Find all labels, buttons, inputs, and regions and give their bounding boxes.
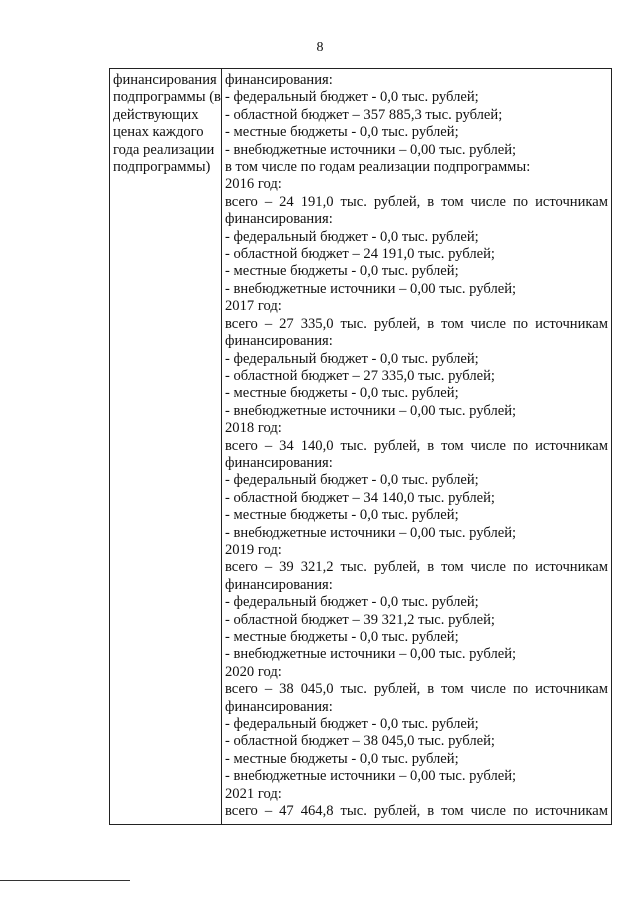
row-label-line: действующих — [113, 106, 199, 123]
financing-line: 2021 год: — [225, 785, 282, 802]
financing-line: - федеральный бюджет - 0,0 тыс. рублей; — [225, 594, 479, 611]
financing-line: - областной бюджет – 34 140,0 тыс. рублей; — [225, 489, 495, 506]
financing-line: - федеральный бюджет - 0,0 тыс. рублей; — [225, 472, 479, 489]
financing-line: - внебюджетные источники – 0,00 тыс. рублей; — [225, 524, 517, 541]
financing-line: - внебюджетные источники – 0,00 тыс. рублей; — [225, 768, 517, 785]
financing-table — [109, 68, 612, 825]
financing-line: всего – 24 191,0 тыс. рублей, в том числе по источникам — [225, 193, 608, 210]
financing-line: - внебюджетные источники – 0,00 тыс. рублей; — [225, 402, 517, 419]
row-label-line: ценах каждого — [113, 124, 204, 141]
page-number: 8 — [316, 40, 324, 55]
row-label-line: года реализации — [113, 141, 215, 158]
financing-line: в том числе по годам реализации подпрограммы: — [225, 159, 531, 176]
financing-line: 2019 год: — [225, 541, 282, 558]
financing-line: - областной бюджет – 357 885,3 тыс. рублей; — [225, 106, 503, 123]
financing-line: - внебюджетные источники – 0,00 тыс. рублей; — [225, 646, 517, 663]
footnote-divider — [0, 880, 130, 881]
financing-line: - федеральный бюджет - 0,0 тыс. рублей; — [225, 350, 479, 367]
financing-line: - областной бюджет – 27 335,0 тыс. рублей; — [225, 367, 495, 384]
financing-line: - местные бюджеты - 0,0 тыс. рублей; — [225, 629, 459, 645]
financing-line: 2020 год: — [225, 663, 282, 680]
financing-line: - областной бюджет – 38 045,0 тыс. рублей; — [225, 733, 495, 750]
financing-line: 2017 год: — [225, 298, 282, 315]
financing-line: финансирования: — [225, 211, 333, 228]
row-label-line: финансирования — [113, 72, 217, 88]
financing-line: - местные бюджеты - 0,0 тыс. рублей; — [225, 124, 459, 141]
financing-line: - федеральный бюджет - 0,0 тыс. рублей; — [225, 228, 479, 245]
financing-line: всего – 39 321,2 тыс. рублей, в том числе по источникам — [225, 559, 608, 576]
financing-line: всего – 38 045,0 тыс. рублей, в том числе по источникам — [225, 681, 608, 698]
financing-line: 2018 год: — [225, 420, 282, 437]
row-value-cell — [222, 69, 612, 825]
financing-line: всего – 27 335,0 тыс. рублей, в том числе по источникам — [225, 315, 608, 332]
financing-line: финансирования: — [225, 698, 333, 715]
financing-line: - внебюджетные источники – 0,00 тыс. рублей; — [225, 280, 517, 297]
table-row — [110, 69, 612, 825]
financing-line: - внебюджетные источники – 0,00 тыс. рублей; — [225, 141, 517, 158]
row-label-cell — [110, 69, 222, 825]
financing-line: - местные бюджеты - 0,0 тыс. рублей; — [225, 385, 459, 402]
financing-line: всего – 47 464,8 тыс. рублей, в том числе по источникам — [225, 803, 608, 820]
row-label-line: подпрограммы) — [113, 159, 211, 176]
financing-line: - областной бюджет – 24 191,0 тыс. рублей; — [225, 246, 495, 263]
financing-line: финансирования: — [225, 576, 333, 593]
financing-line: всего – 34 140,0 тыс. рублей, в том числе по источникам — [225, 437, 608, 454]
financing-line: - областной бюджет – 39 321,2 тыс. рублей; — [225, 611, 495, 628]
financing-line: - федеральный бюджет - 0,0 тыс. рублей; — [225, 89, 479, 106]
financing-line: - местные бюджеты - 0,0 тыс. рублей; — [225, 507, 459, 524]
financing-line: 2016 год: — [225, 176, 282, 193]
financing-line: финансирования: — [225, 454, 333, 471]
financing-line: - местные бюджеты - 0,0 тыс. рублей; — [225, 263, 459, 280]
financing-line: финансирования: — [225, 72, 333, 88]
financing-line: финансирования: — [225, 333, 333, 350]
row-label-line: подпрограммы (в — [113, 89, 221, 106]
financing-line: - местные бюджеты - 0,0 тыс. рублей; — [225, 750, 459, 767]
financing-line: - федеральный бюджет - 0,0 тыс. рублей; — [225, 716, 479, 733]
